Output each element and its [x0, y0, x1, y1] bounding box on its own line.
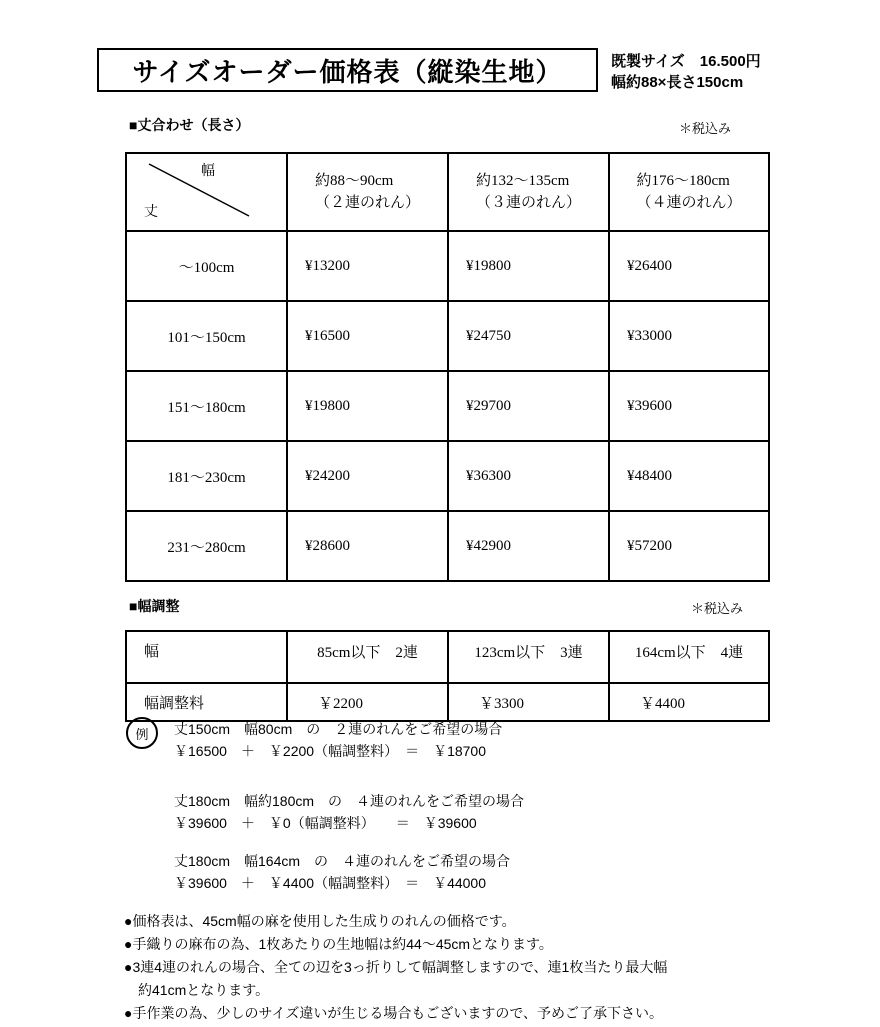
column-header-3ren [448, 153, 609, 231]
table-row [126, 683, 769, 721]
length-label-cell: 231～280cm [126, 511, 287, 581]
example-1-calculation: ￥16500 ＋ ￥2200（幅調整料） ＝ ￥18700 [174, 743, 487, 759]
note-line: ●価格表は、45cm幅の麻を使用した生成りのれんの価格です。 [124, 913, 516, 929]
note-line: ●手作業の為、少しのサイズ違いが生じる場合もございますので、予めご了承下さい。 [124, 1005, 664, 1021]
column-header-panels: （２連のれん） [314, 195, 420, 211]
width-limit-2ren: 85cm以下 2連 [287, 631, 448, 683]
example-3 [174, 850, 510, 894]
table-row [126, 231, 769, 301]
tax-note-length: ＊税込み [679, 121, 732, 136]
ready-made-price: 既製サイズ 16.500円 [611, 53, 761, 70]
width-header-cell: 幅 [126, 631, 287, 683]
price-cell: ¥36300 [448, 441, 609, 511]
diagonal-header-cell [126, 153, 287, 231]
length-price-table [125, 152, 770, 582]
column-header-2ren [287, 153, 448, 231]
example-3-case: 丈180cm 幅164cm の ４連のれんをご希望の場合 [174, 853, 511, 869]
example-2-calculation: ￥39600 ＋ ￥0（幅調整料） ＝ ￥39600 [174, 815, 477, 831]
width-adjust-table [125, 630, 770, 722]
price-cell: ¥42900 [448, 511, 609, 581]
ready-made-info [611, 51, 761, 93]
price-cell: ¥33000 [609, 301, 769, 371]
length-label-cell: 101～150cm [126, 301, 287, 371]
price-cell: ¥57200 [609, 511, 769, 581]
section-width-adjust-label: ■幅調整 [129, 598, 180, 614]
example-badge: 例 [126, 717, 158, 749]
ready-made-size: 幅約88×長さ150cm [611, 74, 744, 91]
width-table-header-row [126, 631, 769, 683]
price-cell: ¥29700 [448, 371, 609, 441]
width-limit-3ren: 123cm以下 3連 [448, 631, 609, 683]
adjust-fee-cell: ￥2200 [287, 683, 448, 721]
column-header-width-range: 約176～180cm [636, 173, 730, 189]
note-line: 約41cmとなります。 [124, 982, 270, 998]
price-cell: ¥48400 [609, 441, 769, 511]
note-line: ●3連4連のれんの場合、全ての辺を3っ折りして幅調整しますので、連1枚当たり最大幅 [124, 959, 668, 975]
width-limit-4ren: 164cm以下 4連 [609, 631, 769, 683]
price-cell: ¥26400 [609, 231, 769, 301]
example-3-calculation: ￥39600 ＋ ￥4400（幅調整料） ＝ ￥44000 [174, 875, 487, 891]
adjust-fee-cell: ￥3300 [448, 683, 609, 721]
price-cell: ¥39600 [609, 371, 769, 441]
column-header-panels: （３連のれん） [475, 195, 581, 211]
price-cell: ¥19800 [287, 371, 448, 441]
tax-note-width: ＊税込み [691, 601, 744, 616]
price-cell: ¥28600 [287, 511, 448, 581]
adjust-fee-label-cell: 幅調整料 [126, 683, 287, 721]
length-label-cell: 181～230cm [126, 441, 287, 511]
column-header-width-range: 約132～135cm [475, 173, 570, 189]
table-row [126, 301, 769, 371]
section-length-label: ■丈合わせ（長さ） [129, 117, 250, 133]
example-2-case: 丈180cm 幅約180cm の ４連のれんをご希望の場合 [174, 793, 525, 809]
price-cell: ¥16500 [287, 301, 448, 371]
length-label-cell: 151～180cm [126, 371, 287, 441]
table-row [126, 371, 769, 441]
column-header-4ren [609, 153, 769, 231]
price-cell: ¥13200 [287, 231, 448, 301]
adjust-fee-cell: ￥4400 [609, 683, 769, 721]
note-line: ●手織りの麻布の為、1枚あたりの生地幅は約44～45cmとなります。 [124, 936, 553, 952]
length-table-header-row [126, 153, 769, 231]
example-2 [174, 790, 524, 834]
table-row [126, 511, 769, 581]
length-label-cell: ～100cm [126, 231, 287, 301]
example-1-case: 丈150cm 幅80cm の ２連のれんをご希望の場合 [174, 721, 503, 737]
column-header-panels: （４連のれん） [636, 195, 742, 211]
column-header-width-range: 約88～90cm [314, 173, 394, 189]
table-row [126, 441, 769, 511]
price-cell: ¥19800 [448, 231, 609, 301]
price-cell: ¥24750 [448, 301, 609, 371]
corner-width-label: 幅 [201, 162, 215, 178]
example-1 [174, 718, 502, 762]
notes-list [124, 910, 667, 1025]
page-title: サイズオーダー価格表（縦染生地） [97, 48, 598, 92]
corner-length-label: 丈 [144, 203, 158, 219]
price-cell: ¥24200 [287, 441, 448, 511]
